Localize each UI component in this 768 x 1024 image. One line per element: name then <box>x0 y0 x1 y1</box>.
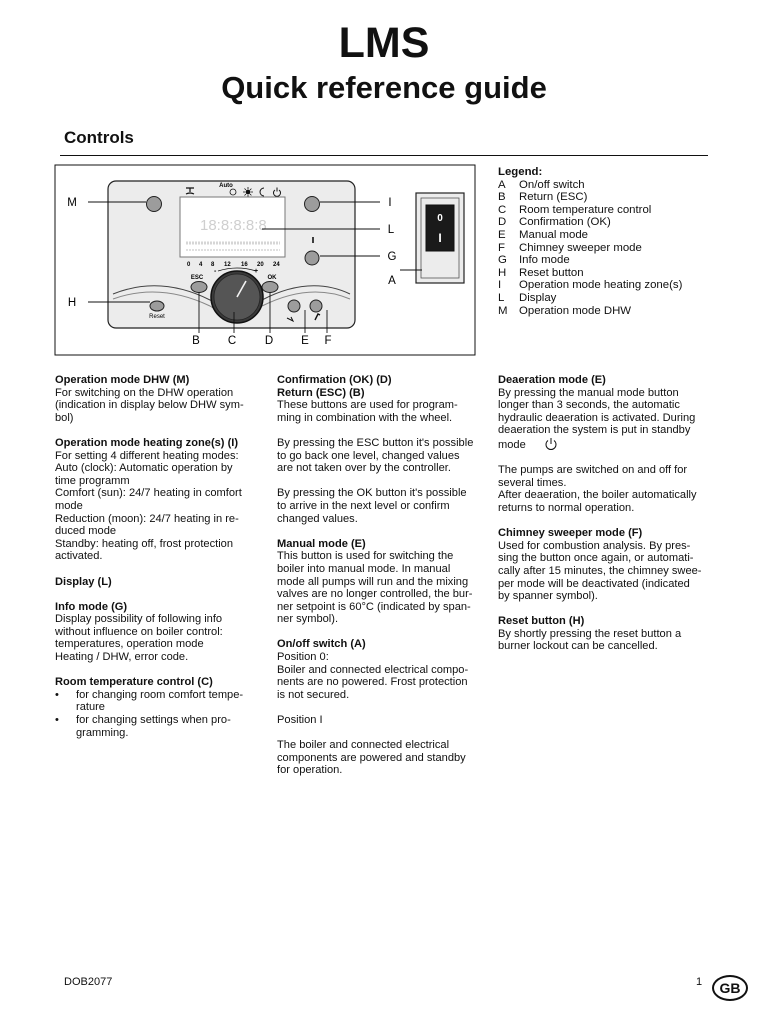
chimney-text <box>498 540 713 603</box>
text-line: After deaeration, the boiler automatically <box>498 489 697 502</box>
auto-mode-label: Auto <box>219 183 233 189</box>
hour-tick: 4 <box>199 262 203 268</box>
heating-mode-button[interactable] <box>305 197 320 212</box>
text-line: boiler into manual mode. In manual <box>277 562 451 575</box>
text-line: Comfort (sun): 24/7 heating in comfort <box>55 487 242 500</box>
text-line: cally after 15 minutes, the chimney swee- <box>498 564 702 577</box>
text-line: by spanner symbol). <box>498 590 598 603</box>
text-line: ming in combination with the wheel. <box>277 411 453 424</box>
text-line: This button is used for switching the <box>277 550 454 563</box>
hour-tick: 24 <box>273 262 280 268</box>
display-heading: Display (L) <box>55 575 112 588</box>
text-line: By shortly pressing the reset button a <box>498 627 682 640</box>
legend-item <box>498 279 682 292</box>
legend-key: B <box>498 191 506 204</box>
legend-key: L <box>498 291 505 304</box>
onoff-heading: On/off switch (A) <box>277 638 366 651</box>
column-2 <box>277 374 482 790</box>
ok-heading: Confirmation (OK) (D) <box>277 374 392 386</box>
legend-key: G <box>498 254 507 267</box>
manual-mode-button[interactable] <box>288 300 300 312</box>
text-line: for changing room comfort tempe- <box>76 688 244 701</box>
text-line: (indication in display below DHW sym- <box>55 399 244 412</box>
legend-key: D <box>498 216 507 229</box>
manual-mode-text <box>277 550 482 626</box>
legend <box>498 166 682 317</box>
legend-key: A <box>498 178 506 191</box>
esc-button[interactable] <box>191 282 207 293</box>
text-line: ner setpoint is 60°C (indicated by span- <box>277 600 471 613</box>
esc-ok-text <box>277 399 482 424</box>
text-line: Heating / DHW, error code. <box>55 651 189 664</box>
legend-text: Manual mode <box>519 228 589 241</box>
text-line: activated. <box>55 550 103 563</box>
dhw-mode-text <box>55 387 260 425</box>
ok-press-text <box>277 487 482 525</box>
text-line: per mode will be deactivated (indicated <box>498 577 690 590</box>
column-3 <box>498 374 713 666</box>
legend-key: E <box>498 228 506 241</box>
legend-text: Confirmation (OK) <box>519 216 611 229</box>
text-line: Auto (clock): Automatic operation by <box>55 462 233 475</box>
legend-text: Display <box>519 291 557 304</box>
switch-on-marker: I <box>438 231 442 245</box>
text-line: time programm <box>55 474 130 487</box>
legend-item <box>498 229 682 242</box>
legend-item <box>498 216 682 229</box>
standby-power-icon <box>543 437 559 451</box>
callout-c: C <box>227 335 237 347</box>
hour-tick: 16 <box>241 262 248 268</box>
legend-item <box>498 254 682 267</box>
reset-button[interactable] <box>150 301 164 311</box>
dhw-mode-button[interactable] <box>147 197 162 212</box>
legend-text: Operation mode heating zone(s) <box>519 279 683 292</box>
display-digits: 18:8:8:8:8 <box>200 217 267 234</box>
text-line: ner symbol). <box>277 613 339 626</box>
wheel-minus: - <box>214 268 217 275</box>
text-line: to go back one level, changed values <box>277 449 460 462</box>
hour-tick: 12 <box>224 262 231 268</box>
text-line: without influence on boiler control: <box>55 625 223 638</box>
temperature-wheel[interactable] <box>211 271 263 323</box>
bullet: • <box>55 714 59 727</box>
text-line: For switching on the DHW operation <box>55 386 234 399</box>
callout-m: M <box>67 197 77 209</box>
info-mode-text <box>55 613 260 663</box>
text-line: These buttons are used for program- <box>277 399 458 412</box>
list-item <box>55 714 260 739</box>
hour-tick: 8 <box>211 262 215 268</box>
info-mode-button[interactable] <box>305 251 319 265</box>
deaeration-text <box>498 387 713 452</box>
callout-g: G <box>387 251 397 263</box>
deaeration-heading: Deaeration mode (E) <box>498 374 606 386</box>
text-line: rature <box>76 701 105 714</box>
legend-item <box>498 267 682 280</box>
document-code: DOB2077 <box>64 976 113 988</box>
text-line: Used for combustion analysis. By pres- <box>498 539 691 552</box>
reset-label: Reset <box>149 314 165 320</box>
legend-item <box>498 179 682 192</box>
pumps-text <box>498 464 713 514</box>
hour-tick: 0 <box>187 262 191 268</box>
position1-label: Position I <box>277 714 323 727</box>
callout-a: A <box>388 275 396 287</box>
manual-mode-heading: Manual mode (E) <box>277 537 366 550</box>
legend-item <box>498 242 682 255</box>
legend-key: M <box>498 304 508 317</box>
zone-mode-text <box>55 450 260 563</box>
text-line: returns to normal operation. <box>498 501 635 514</box>
legend-text: Operation mode DHW <box>519 304 632 317</box>
legend-text: On/off switch <box>519 178 585 191</box>
document-title: LMS <box>338 19 430 67</box>
legend-item <box>498 204 682 217</box>
reset-text <box>498 628 713 653</box>
room-control-heading: Room temperature control (C) <box>55 676 213 689</box>
callout-h: H <box>67 297 77 309</box>
text-line: By pressing the manual mode button <box>498 386 679 399</box>
legend-key: I <box>498 279 502 292</box>
text-line: Reduction (moon): 24/7 heating in re- <box>55 512 239 525</box>
text-line: to arrive in the next level or confirm <box>277 499 450 512</box>
list-item <box>55 689 260 714</box>
text-line: mode <box>55 499 83 512</box>
legend-key: C <box>498 203 507 216</box>
country-badge: GB <box>712 975 748 1001</box>
callout-b: B <box>192 335 200 347</box>
room-control-list <box>55 689 260 739</box>
info-mode-heading: Info mode (G) <box>55 600 128 613</box>
text-line: Standby: heating off, frost protection <box>55 537 234 550</box>
text-line: For setting 4 different heating modes: <box>55 449 239 462</box>
dhw-mode-heading: Operation mode DHW (M) <box>55 374 190 386</box>
text-line: several times. <box>498 476 567 489</box>
text-line: By pressing the ESC button it's possible <box>277 436 474 449</box>
text-line: The pumps are switched on and off for <box>498 464 688 477</box>
text-line: mode all pumps will run and the mixing <box>277 575 469 588</box>
page-number: 1 <box>696 976 703 988</box>
legend-text: Return (ESC) <box>519 191 588 204</box>
text-line: changed values. <box>277 512 358 525</box>
column-1 <box>55 374 260 752</box>
text-line: Position 0: <box>277 651 329 664</box>
text-line: deaeration the system is put in standby <box>498 424 691 437</box>
legend-text: Room temperature control <box>519 203 652 216</box>
esc-press-text <box>277 437 482 475</box>
esc-label: ESC <box>190 275 204 281</box>
legend-item <box>498 305 682 318</box>
position0-text <box>277 651 482 701</box>
text-line: gramming. <box>76 726 129 739</box>
legend-heading: Legend: <box>498 166 543 178</box>
text-line: duced mode <box>55 525 117 538</box>
text-line: mode <box>498 438 526 451</box>
text-line: Boiler and connected electrical compo- <box>277 663 469 676</box>
text-line: longer than 3 seconds, the automatic <box>498 399 680 412</box>
legend-text: Chimney sweeper mode <box>519 241 642 254</box>
text-line: for changing settings when pro- <box>76 714 231 727</box>
text-line: sing the button once again, or automati- <box>498 552 694 565</box>
text-line: is not secured. <box>277 688 350 701</box>
document-subtitle: Quick reference guide <box>221 70 547 105</box>
text-line: are not taken over by the controller. <box>277 462 451 475</box>
text-line: hydraulic deaeration is activated. During <box>498 411 696 424</box>
text-line: By pressing the OK button it's possible <box>277 487 467 500</box>
chimney-sweeper-button[interactable] <box>310 300 322 312</box>
text-line: The boiler and connected electrical <box>277 739 450 752</box>
text-line: Display possibility of following info <box>55 613 223 626</box>
reset-heading: Reset button (H) <box>498 615 585 628</box>
controls-heading: Controls <box>64 128 134 147</box>
legend-key: F <box>498 241 505 254</box>
wheel-plus: + <box>254 268 259 275</box>
legend-item <box>498 292 682 305</box>
ok-button[interactable] <box>262 282 278 293</box>
text-line: for operation. <box>277 764 343 777</box>
legend-item <box>498 191 682 204</box>
text-line: nents are no powered. Frost protection <box>277 676 468 689</box>
switch-off-marker: 0 <box>437 213 443 224</box>
text-line: valves are no longer controlled, the bur- <box>277 588 473 601</box>
legend-text: Info mode <box>519 254 570 267</box>
callout-f: F <box>324 335 332 347</box>
callout-e: E <box>301 335 309 347</box>
callout-d: D <box>264 335 274 347</box>
text-line: components are powered and standby <box>277 751 466 764</box>
chimney-heading: Chimney sweeper mode (F) <box>498 527 643 540</box>
esc-heading: Return (ESC) (B) <box>277 386 365 399</box>
legend-text: Reset button <box>519 266 584 279</box>
callout-i: I <box>388 197 392 209</box>
text-line: bol) <box>55 411 74 424</box>
zone-mode-heading: Operation mode heating zone(s) (I) <box>55 436 239 449</box>
text-line: burner lockout can be cancelled. <box>498 640 658 653</box>
ok-label: OK <box>267 275 277 281</box>
position1-text <box>277 739 482 777</box>
callout-l: L <box>387 224 395 236</box>
bullet: • <box>55 688 59 701</box>
hour-tick: 20 <box>257 262 264 268</box>
legend-key: H <box>498 266 507 279</box>
text-line: temperatures, operation mode <box>55 638 204 651</box>
